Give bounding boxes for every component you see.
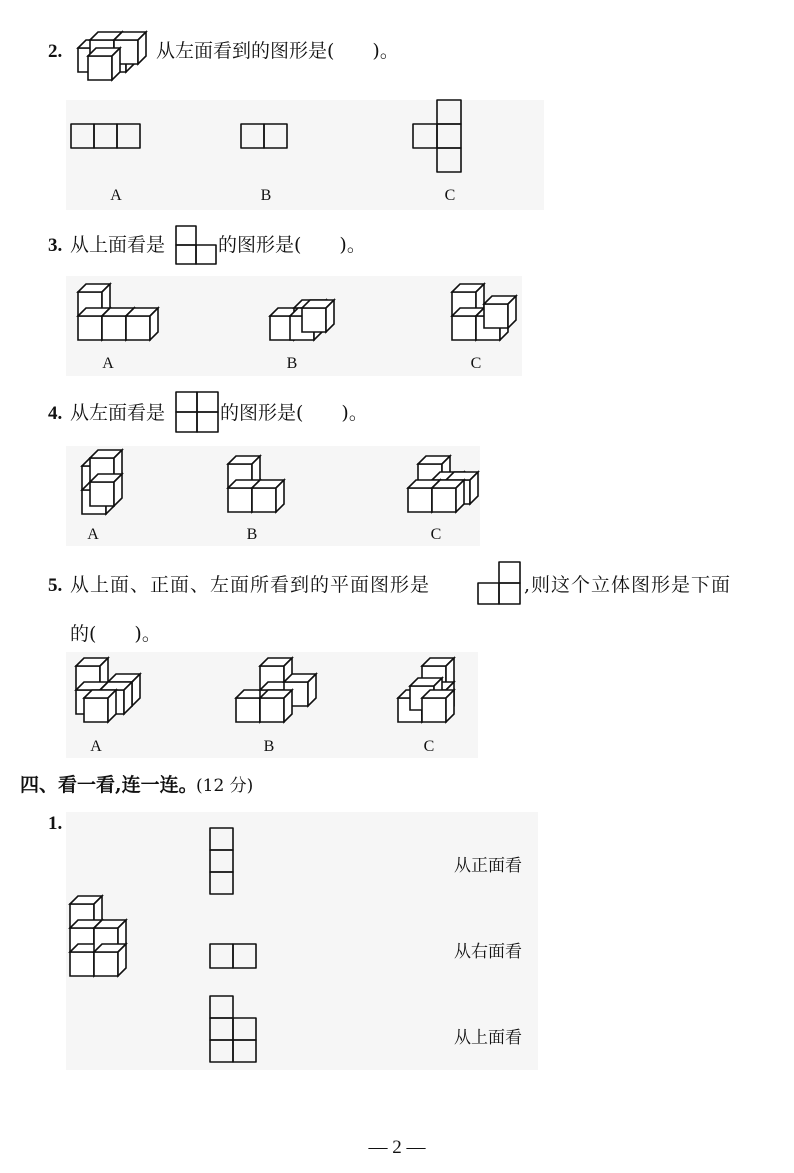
q5-option-a-label: A xyxy=(90,738,102,755)
q2-options-panel xyxy=(66,100,544,210)
q2-option-b-label: B xyxy=(260,187,272,204)
q3-option-a-label: A xyxy=(102,355,114,372)
q4-option-c-figure[interactable] xyxy=(406,456,478,514)
q2-option-a-figure[interactable] xyxy=(70,122,142,150)
q2-option-a-label: A xyxy=(110,187,122,204)
q4-option-a-figure[interactable] xyxy=(78,450,130,516)
section-four-title: 四、看一看,连一连。 xyxy=(20,774,198,796)
q5-suffix: ,则这个立体图形是下面 xyxy=(524,574,732,596)
q4-prefix: 从左面看是 xyxy=(70,402,166,424)
q2-solid-figure xyxy=(74,30,154,82)
q4-left-view-figure xyxy=(174,390,220,434)
q3-number: 3. xyxy=(48,235,63,256)
q4-number: 4. xyxy=(48,403,63,424)
q5-option-c-figure[interactable] xyxy=(396,658,464,724)
q3-prefix: 从上面看是 xyxy=(70,234,166,256)
q3-option-c-figure[interactable] xyxy=(448,284,512,342)
matching-solid-figure[interactable] xyxy=(66,894,130,976)
matching-view-l-shape[interactable] xyxy=(208,994,258,1064)
q3-option-a-figure[interactable] xyxy=(74,284,158,342)
q5-number: 5. xyxy=(48,575,63,596)
q4-option-b-figure[interactable] xyxy=(226,456,286,514)
q3-option-b-label: B xyxy=(286,355,298,372)
q3-option-b-figure[interactable] xyxy=(266,296,342,342)
q2-option-c-figure[interactable] xyxy=(412,98,464,174)
q3-option-c-label: C xyxy=(470,355,482,372)
q5-prefix: 从上面、正面、左面所看到的平面图形是 xyxy=(70,574,431,596)
page-number: — 2 — xyxy=(368,1137,426,1158)
matching-view-row[interactable] xyxy=(208,942,258,972)
q3-top-view-figure xyxy=(174,224,218,266)
q4-suffix: 的图形是( )。 xyxy=(220,402,368,424)
q5-option-c-label: C xyxy=(423,738,435,755)
section-four-score: (12 分) xyxy=(196,776,254,796)
q4-option-a-label: A xyxy=(87,526,99,543)
matching-number: 1. xyxy=(48,813,63,834)
q5-option-b-label: B xyxy=(263,738,275,755)
q5-option-a-figure[interactable] xyxy=(74,658,150,724)
q4-option-c-label: C xyxy=(430,526,442,543)
q5-option-b-figure[interactable] xyxy=(234,658,314,724)
matching-label-front[interactable]: 从正面看 xyxy=(454,856,522,876)
q2-option-b-figure[interactable] xyxy=(240,122,290,150)
q2-question-text: 从左面看到的图形是( )。 xyxy=(156,40,399,62)
q4-option-b-label: B xyxy=(246,526,258,543)
matching-view-column[interactable] xyxy=(208,826,236,896)
matching-label-right[interactable]: 从右面看 xyxy=(454,942,522,962)
q2-option-c-label: C xyxy=(444,187,456,204)
q2-number: 2. xyxy=(48,41,63,62)
matching-label-top[interactable]: 从上面看 xyxy=(454,1028,522,1048)
q5-line2: 的( )。 xyxy=(70,623,161,645)
q3-suffix: 的图形是( )。 xyxy=(218,234,366,256)
q5-view-figure xyxy=(476,560,524,606)
